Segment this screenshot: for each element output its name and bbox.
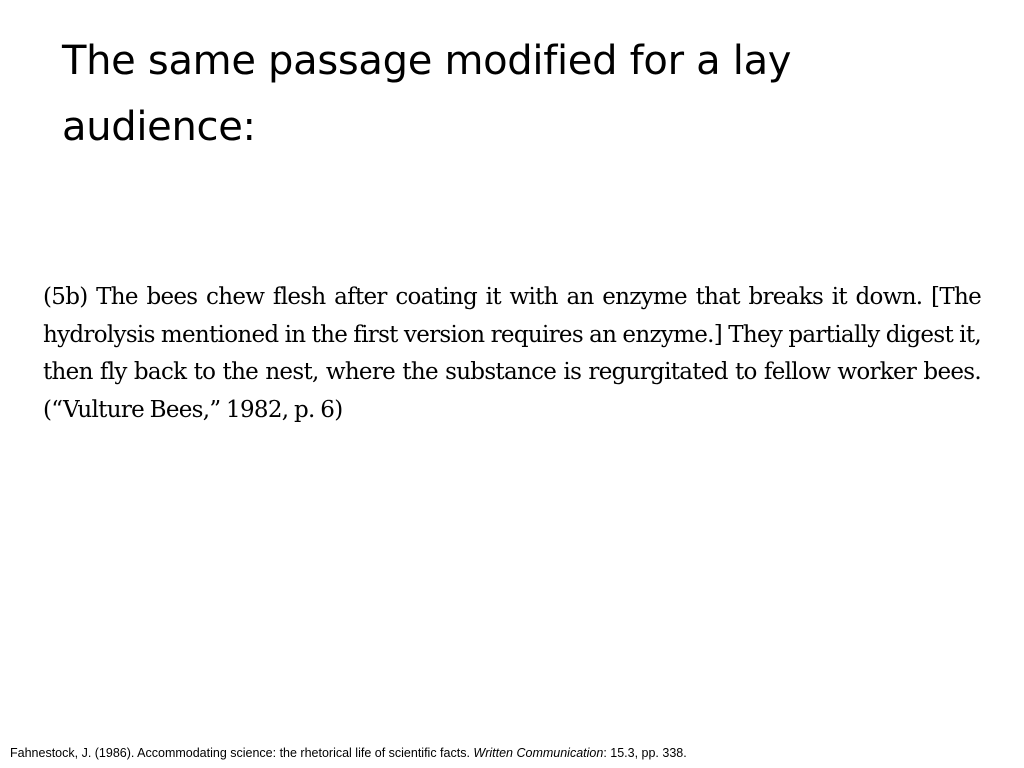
citation-details: : 15.3, pp. 338. (603, 746, 687, 760)
slide-title: The same passage modified for a lay audience: (62, 38, 792, 150)
footer-citation (10, 744, 1010, 762)
citation-journal: Written Communication (473, 746, 604, 760)
citation-text: Fahnestock, J. (1986). Accommodating science: the rhetorical life of scientific facts. (10, 746, 474, 760)
passage-excerpt: (5b) The bees chew flesh after coating it with an enzyme that breaks it down. [The hydrolysis mentioned in the first version requires an enzyme.] They partially digest it, then fly back to the nest, where the substance is regurgitated to fellow worker bees. (“Vulture Bees,” 1982, p. 6) (43, 284, 981, 423)
